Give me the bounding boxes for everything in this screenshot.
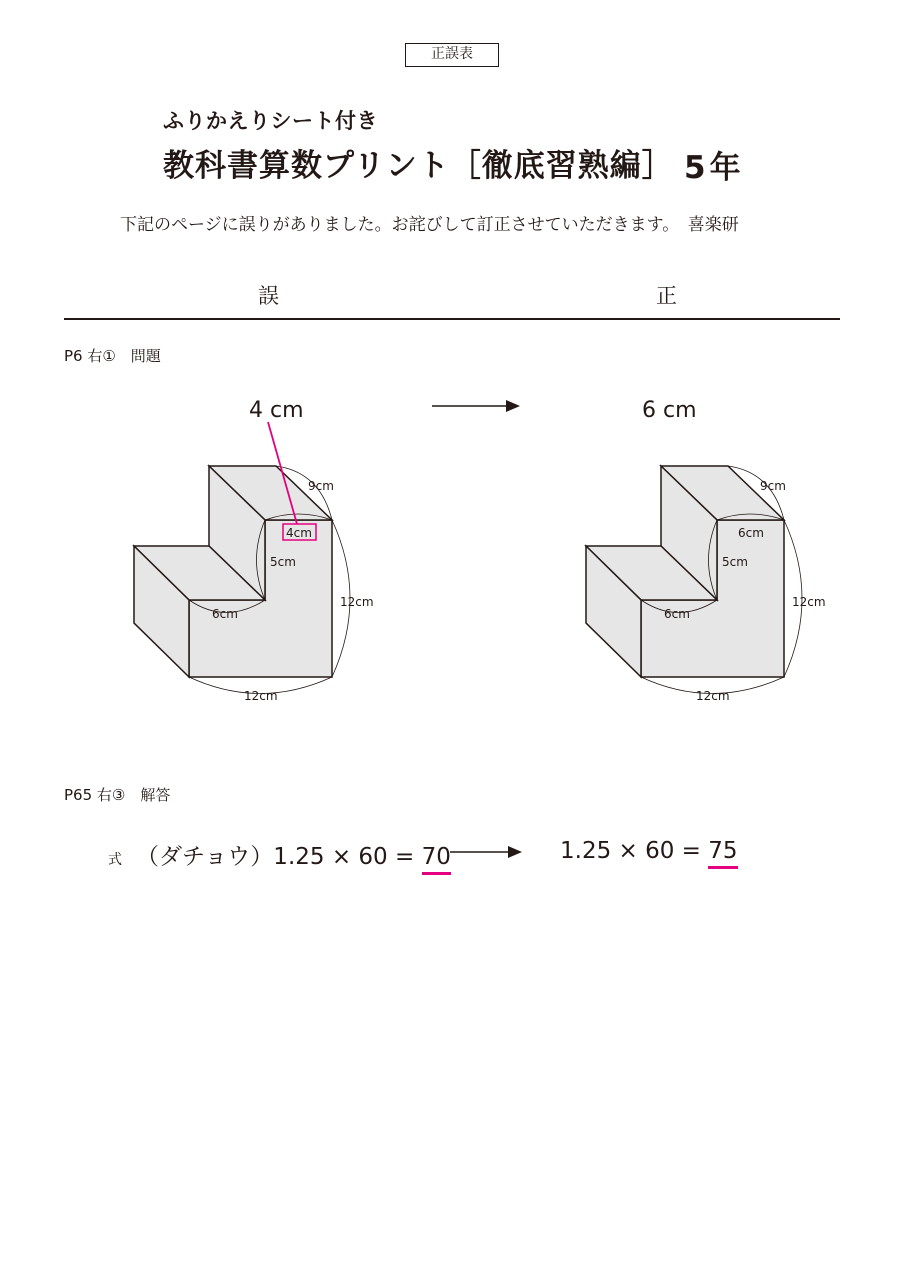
formula-right-expr: 1.25 × 60 =	[560, 838, 709, 864]
formula-right-answer: 75	[708, 838, 737, 869]
label-riser: 5cm	[270, 555, 296, 569]
label-step-wrong: 4cm	[286, 526, 312, 540]
wrong-value-label: 4 cm	[249, 398, 304, 423]
errata-label: 正誤表	[405, 43, 499, 67]
formula-wrong	[108, 838, 451, 875]
book-title: 教科書算数プリント［徹底習熟編］	[163, 148, 674, 184]
label-lower-step: 6cm	[212, 607, 238, 621]
formula-prefix: 式	[108, 852, 122, 868]
figure-right	[586, 466, 802, 694]
formula-right	[560, 838, 738, 869]
item-location-1: P6 右① 問題	[64, 347, 161, 365]
label-lower-step: 6cm	[664, 607, 690, 621]
grade-label: 5年	[684, 150, 745, 186]
notice-text: 下記のページに誤りがありました。お詫びして訂正させていただきます。 喜楽研	[120, 215, 739, 235]
column-head-wrong: 誤	[258, 284, 279, 308]
label-riser: 5cm	[722, 555, 748, 569]
label-height: 12cm	[340, 595, 374, 609]
subtitle: ふりかえりシート付き	[163, 109, 378, 133]
label-step-right: 6cm	[738, 526, 764, 540]
item-location-2: P65 右③ 解答	[64, 786, 171, 804]
arrow-icon	[432, 400, 520, 412]
column-head-right: 正	[656, 284, 677, 308]
label-top-depth: 9cm	[760, 479, 786, 493]
label-width: 12cm	[696, 689, 730, 703]
formula-wrong-answer: 70	[422, 844, 451, 875]
figure-comparison	[0, 380, 905, 720]
arrow-icon	[450, 842, 530, 862]
figure-wrong	[134, 466, 350, 694]
label-width: 12cm	[244, 689, 278, 703]
formula-wrong-expr: （ダチョウ）1.25 × 60 =	[136, 844, 422, 870]
header-rule	[64, 318, 840, 320]
label-top-depth: 9cm	[308, 479, 334, 493]
label-height: 12cm	[792, 595, 826, 609]
right-value-label: 6 cm	[642, 398, 697, 423]
